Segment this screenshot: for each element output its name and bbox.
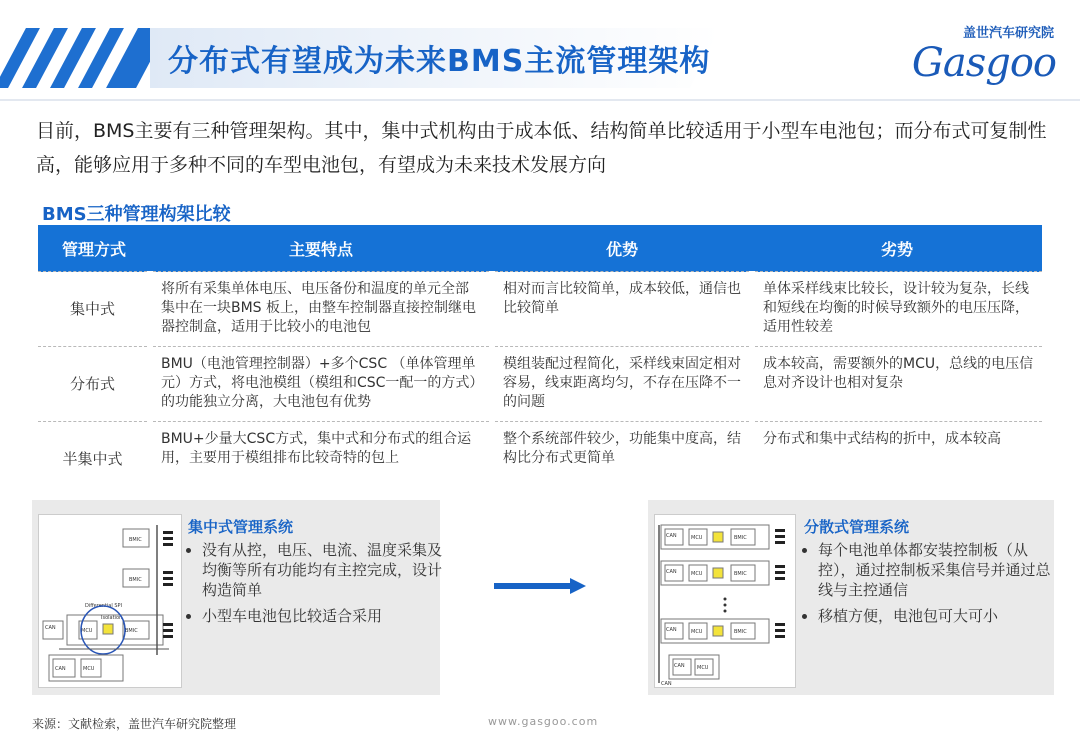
diagram-mcu-label: MCU <box>697 665 709 671</box>
distributed-title: 分散式管理系统 <box>804 518 910 536</box>
diagram-mcu-label: MCU <box>81 628 93 634</box>
logo-cn: 盖世汽车研究院 <box>962 26 1054 41</box>
diagram-mcu-label: MCU <box>691 571 703 577</box>
mode-cell: 集中式 <box>38 272 150 347</box>
centralized-title: 集中式管理系统 <box>188 518 294 536</box>
diagram-isolation-label: Isolation <box>101 615 123 621</box>
list-item: • 移植方便，电池包可大可小 <box>818 606 1058 626</box>
diagram-can-label: CAN <box>45 625 56 631</box>
cons-cell: 单体采样线束比较长，设计较为复杂，长线和短线在均衡的时候导致额外的电压压降，适用性较差 <box>752 272 1042 347</box>
diagram-mcu-label: MCU <box>691 629 703 635</box>
intro-text: 目前，BMS主要有三种管理架构。其中，集中式机构由于成本低、结构简单比较适用于小型车电池包；而分布式可复制性高，能够应用于多种不同的车型电池包，有望成为未来技术发展方向 <box>36 120 1047 176</box>
centralized-panel <box>32 500 443 695</box>
diagram-can-xcvr-label: CAN <box>666 627 677 633</box>
col-header-features: 主要特点 <box>150 225 492 272</box>
col-header-pros: 优势 <box>492 225 752 272</box>
table-header-row <box>38 225 1042 272</box>
diagram-mcu-label: MCU <box>691 535 703 541</box>
col-header-mode: 管理方式 <box>38 225 150 272</box>
pros-cell: 整个系统部件较少，功能集中度高，结构比分布式更简单 <box>492 422 752 497</box>
diagram-mcu-label: MCU <box>83 666 95 672</box>
diagram-can-label: CAN <box>661 681 672 687</box>
diagram-bmic-label: BMIC <box>734 535 747 541</box>
diagram-bmic-label: BMIC <box>734 571 747 577</box>
distributed-panel <box>648 500 1054 695</box>
diagram-spi-label: Differential SPI <box>85 603 123 609</box>
diagram-bmic-label: BMIC <box>129 537 142 543</box>
table-title: BMS三种管理构架比较 <box>42 204 231 225</box>
diagram-bmic-label: BMIC <box>129 577 142 583</box>
features-cell: BMU+少量大CSC方式，集中式和分布式的组合运用，主要用于模组排布比较奇特的包上 <box>150 422 492 497</box>
features-cell: BMU（电池管理控制器）+多个CSC （单体管理单元）方式，将电池模组（模组和CSC一配一的方式）的功能独立分离，大电池包有优势 <box>150 347 492 422</box>
header-divider <box>0 99 1080 101</box>
col-header-cons: 劣势 <box>752 225 1042 272</box>
diagram-can-xcvr-label: CAN <box>55 666 66 672</box>
comparison-table <box>38 225 1042 496</box>
list-item: • 没有从控，电压、电流、温度采集及均衡等所有功能均有主控完成，设计构造简单 <box>202 540 442 600</box>
source-note: 来源：文献检索，盖世汽车研究院整理 <box>32 717 237 731</box>
list-item: • 小型车电池包比较适合采用 <box>202 606 442 626</box>
slide-header <box>0 0 1080 102</box>
list-item: • 每个电池单体都安装控制板（从控），通过控制板采集信号并通过总线与主控通信 <box>818 540 1058 600</box>
diagram-bmic-label: BMIC <box>734 629 747 635</box>
diagram-can-xcvr-label: CAN <box>666 533 677 539</box>
diagram-can-xcvr-label: CAN <box>674 663 685 669</box>
mode-cell: 半集中式 <box>38 422 150 497</box>
footer-url: www.gasgoo.com <box>488 715 599 728</box>
distributed-diagram <box>654 514 796 688</box>
pros-cell: 模组装配过程简化，采样线束固定相对容易，线束距离均匀，不存在压降不一的问题 <box>492 347 752 422</box>
arrow-icon <box>494 578 586 594</box>
mode-cell: 分布式 <box>38 347 150 422</box>
features-cell: 将所有采集单体电压、电压备份和温度的单元全部集中在一块BMS 板上，由整车控制器直接控制继电器控制盒，适用于比较小的电池包 <box>150 272 492 347</box>
cons-cell: 成本较高，需要额外的MCU，总线的电压信息对齐设计也相对复杂 <box>752 347 1042 422</box>
table-row <box>38 422 1042 497</box>
logo-en: Gasgoo <box>911 40 1056 86</box>
gasgoo-logo <box>890 18 1060 86</box>
header-stripes <box>0 28 150 88</box>
pros-cell: 相对而言比较简单，成本较低，通信也比较简单 <box>492 272 752 347</box>
table-row <box>38 347 1042 422</box>
centralized-bullets <box>182 540 442 632</box>
diagram-bmic-label: BMIC <box>125 628 138 634</box>
centralized-diagram <box>38 514 182 688</box>
page-title: 分布式有望成为未来BMS主流管理架构 <box>168 44 711 79</box>
cons-cell: 分布式和集中式结构的折中，成本较高 <box>752 422 1042 497</box>
diagram-can-xcvr-label: CAN <box>666 569 677 575</box>
distributed-bullets <box>798 540 1058 632</box>
table-row <box>38 272 1042 347</box>
